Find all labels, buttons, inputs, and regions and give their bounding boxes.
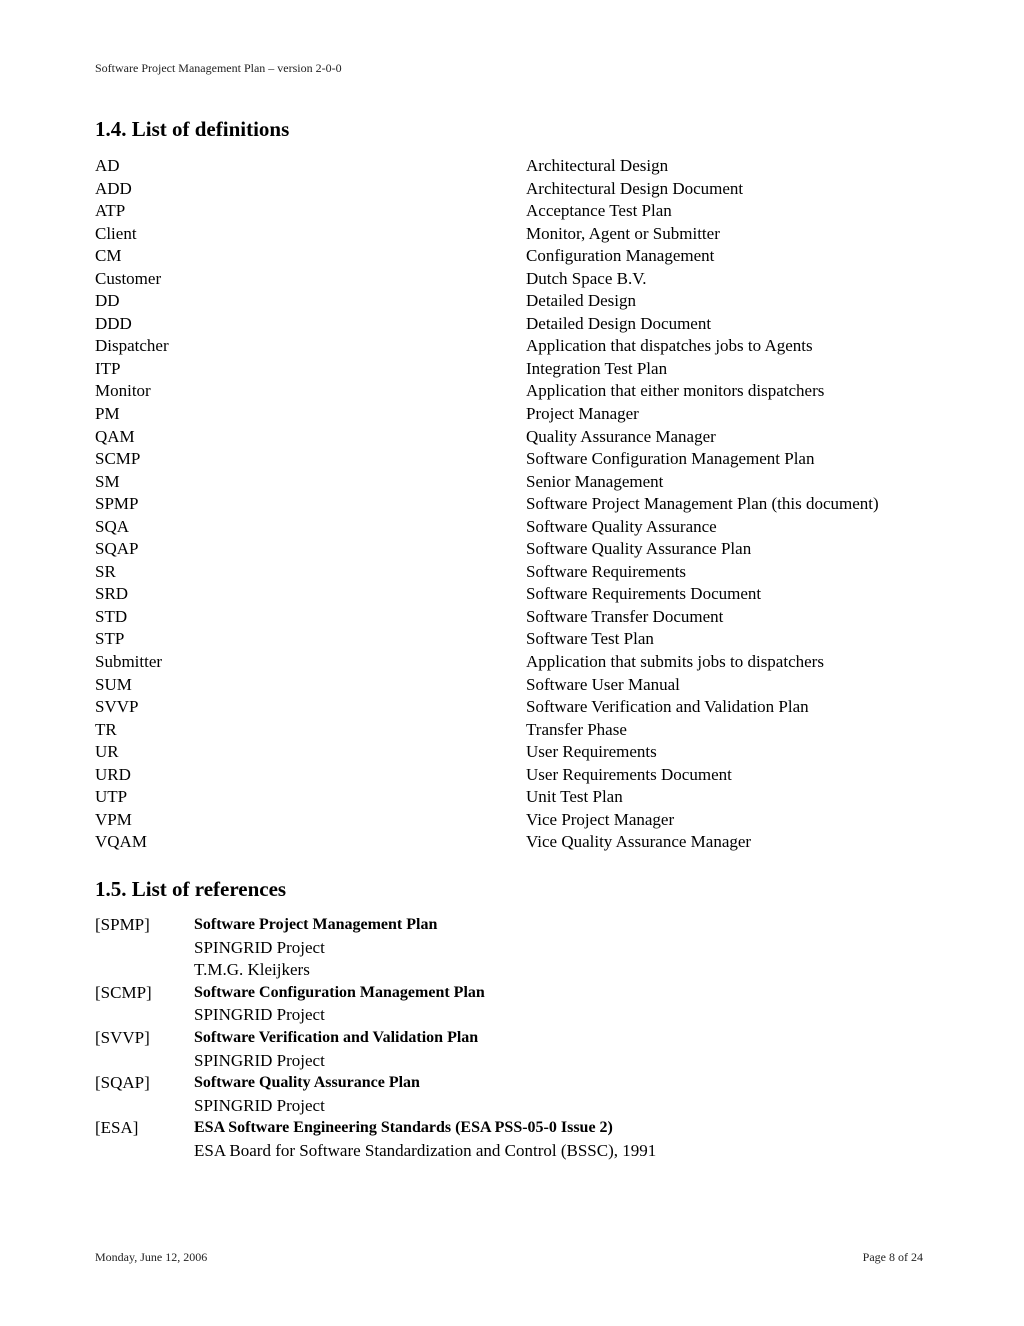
definition-row [95,583,935,606]
reference-body [194,1027,935,1072]
reference-detail: SPINGRID Project [194,937,325,957]
definition-term: PM [95,404,120,424]
definition-term: TR [95,719,117,739]
definition-term: STD [95,606,128,626]
definition-term: ADD [95,178,132,198]
definition-description: Transfer Phase [526,719,627,739]
definition-row [95,335,935,358]
definition-row [95,538,935,561]
definition-description: User Requirements [526,742,657,762]
definition-term: DD [95,291,120,311]
definition-row [95,831,935,854]
definition-description: Software Project Management Plan (this document) [526,494,879,514]
definition-term: SPMP [95,494,139,514]
page-header: Software Project Management Plan – version 2-0-0 [95,61,342,75]
reference-title: Software Quality Assurance Plan [194,1074,420,1092]
references-list [95,914,935,1163]
definition-term: STP [95,629,125,649]
definition-term: VQAM [95,832,147,852]
definition-description: User Requirements Document [526,764,732,784]
definition-term: SVVP [95,697,139,717]
definition-row [95,719,935,742]
reference-title: Software Verification and Validation Plan [194,1028,479,1046]
definition-term: SCMP [95,449,141,469]
definition-row [95,448,935,471]
definition-description: Software Requirements Document [526,584,762,604]
definition-term: SQAP [95,539,139,559]
definition-row [95,358,935,381]
reference-body [194,914,935,982]
definition-description: Software Quality Assurance [526,516,717,536]
definition-term: SQA [95,516,130,536]
definition-description: Vice Quality Assurance Manager [526,832,752,852]
reference-body [194,1117,935,1162]
definition-description: Application that dispatches jobs to Agents [526,336,813,356]
definition-term: UTP [95,787,128,807]
reference-title: ESA Software Engineering Standards (ESA PSS-05-0 Issue 2) [194,1119,613,1137]
definition-row [95,628,935,651]
definition-row [95,606,935,629]
definition-description: Application that either monitors dispatchers [526,381,825,401]
reference-detail: T.M.G. Kleijkers [194,960,310,980]
definition-term: CM [95,246,122,266]
definition-row [95,403,935,426]
reference-detail: SPINGRID Project [194,1050,325,1070]
reference-key: [SCMP] [95,982,152,1002]
definition-description: Configuration Management [526,246,715,266]
reference-body [194,1072,935,1117]
definition-row [95,245,935,268]
definition-description: Monitor, Agent or Submitter [526,223,720,243]
definition-row [95,178,935,201]
definition-description: Dutch Space B.V. [526,268,647,288]
definition-term: SRD [95,584,129,604]
definition-description: Software User Manual [526,674,680,694]
definition-description: Project Manager [526,404,639,424]
definition-row [95,471,935,494]
page-footer [95,1250,923,1265]
definition-description: Software Requirements [526,561,687,581]
definition-description: Unit Test Plan [526,787,623,807]
definition-row [95,786,935,809]
definition-description: Architectural Design Document [526,178,744,198]
definition-row [95,809,935,832]
definition-description: Acceptance Test Plan [526,201,672,221]
definition-row [95,380,935,403]
definition-row [95,426,935,449]
definition-description: Integration Test Plan [526,358,668,378]
definition-description: Vice Project Manager [526,809,675,829]
reference-body [194,982,935,1027]
definition-row [95,223,935,246]
definition-term: Submitter [95,652,163,672]
definition-row [95,493,935,516]
definition-description: Detailed Design Document [526,313,712,333]
reference-detail: ESA Board for Software Standardization and Control (BSSC), 1991 [194,1140,657,1160]
reference-title: Software Project Management Plan [194,916,438,933]
definition-term: VPM [95,809,132,829]
definition-term: SR [95,561,116,581]
definition-row [95,516,935,539]
definition-description: Software Transfer Document [526,606,724,626]
definition-row [95,764,935,787]
footer-date: Monday, June 12, 2006 [95,1250,208,1264]
definition-row [95,290,935,313]
reference-entry [95,1027,935,1072]
definition-description: Software Configuration Management Plan [526,449,815,469]
definition-term: Monitor [95,381,151,401]
definition-description: Detailed Design [526,291,636,311]
definition-row [95,741,935,764]
footer-page-number: Page 8 of 24 [862,1250,923,1264]
definition-term: SUM [95,674,132,694]
definition-row [95,268,935,291]
definition-row [95,313,935,336]
reference-entry [95,1117,935,1162]
definitions-list [95,155,935,854]
definition-row [95,200,935,223]
reference-entry [95,982,935,1027]
definition-row [95,674,935,697]
definition-term: ATP [95,201,126,221]
definition-term: Dispatcher [95,336,169,356]
reference-detail: SPINGRID Project [194,1095,325,1115]
reference-title: Software Configuration Management Plan [194,983,485,1001]
definition-description: Quality Assurance Manager [526,426,716,446]
definition-description: Software Quality Assurance Plan [526,539,752,559]
definitions-heading: 1.4. List of definitions [95,117,290,141]
definition-term: Client [95,223,137,243]
definition-term: SM [95,471,120,491]
definition-term: ITP [95,358,121,378]
references-heading: 1.5. List of references [95,877,287,901]
definition-row [95,696,935,719]
definition-term: DDD [95,313,132,333]
definition-term: UR [95,742,119,762]
definition-term: QAM [95,426,135,446]
definition-term: Customer [95,268,162,288]
definition-description: Architectural Design [526,156,669,175]
definition-term: URD [95,764,131,784]
definition-description: Software Test Plan [526,629,654,649]
definition-description: Application that submits jobs to dispatchers [526,652,824,672]
definition-row [95,155,935,178]
reference-detail: SPINGRID Project [194,1005,325,1025]
reference-key: [SPMP] [95,915,150,934]
reference-entry [95,914,935,982]
reference-key: [SVVP] [95,1027,150,1047]
definition-term: AD [95,156,120,175]
definition-row [95,561,935,584]
definition-description: Software Verification and Validation Plan [526,697,809,717]
definition-description: Senior Management [526,471,664,491]
reference-key: [ESA] [95,1118,139,1138]
reference-key: [SQAP] [95,1073,150,1093]
definition-row [95,651,935,674]
reference-entry [95,1072,935,1117]
